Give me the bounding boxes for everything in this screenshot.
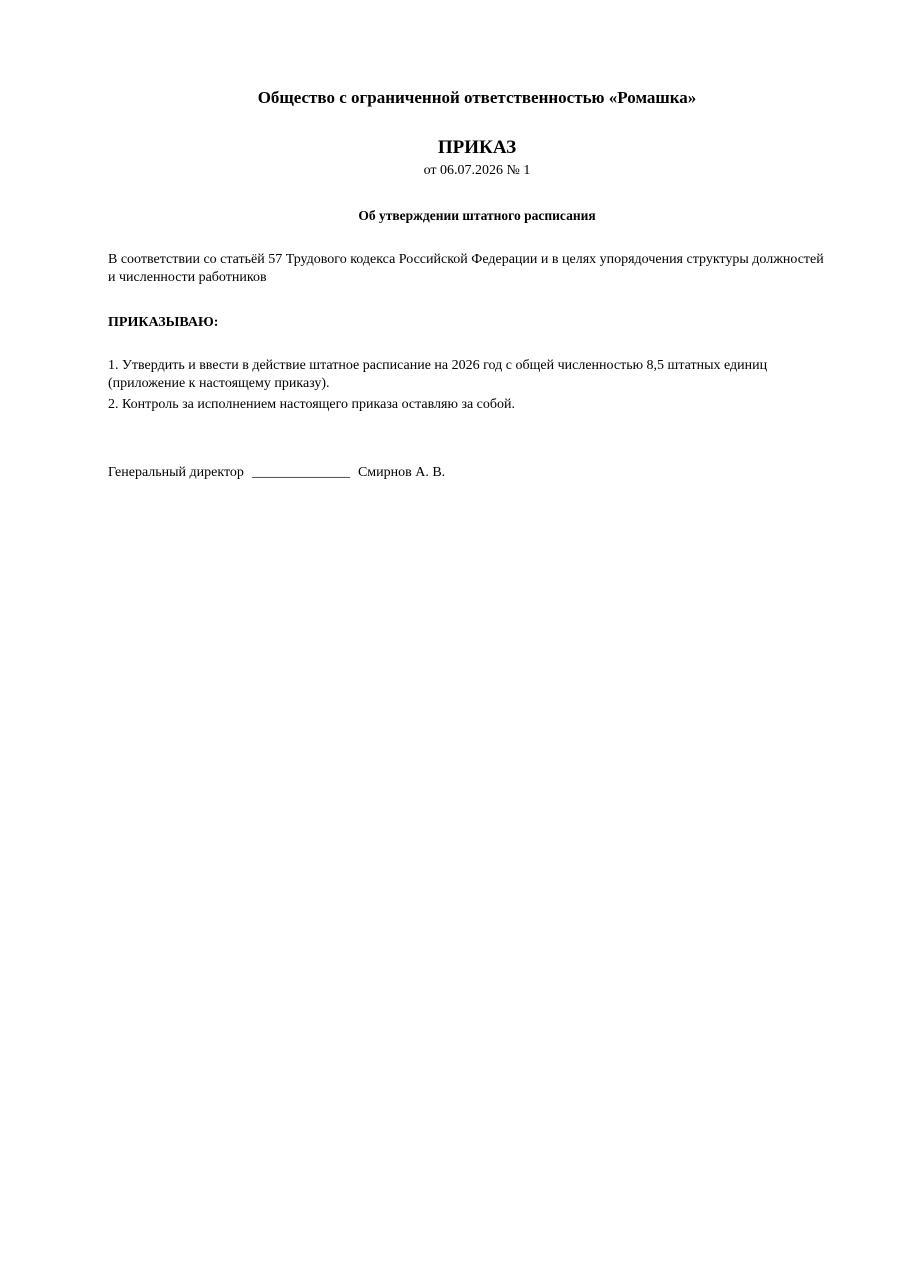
document-title: ПРИКАЗ [437,137,517,158]
signature-name: Смирнов А. В. [357,465,446,480]
order-item-2: 2. Контроль за исполнением настоящего приказа оставляю за собой. [108,397,516,412]
preamble-text: В соответствии со статьёй 57 Трудового кодекса Российской Федерации и в целях упорядочения структуры должностей и численности работников [108,252,824,285]
document-date-number: от 06.07.2026 № 1 [423,163,531,178]
order-item-1: 1. Утвердить и ввести в действие штатное расписание на 2026 год с общей численностью 8,5 штатных единиц (приложение к настоящему приказу). [108,358,768,391]
signature-block [108,464,445,482]
order-items [108,357,836,417]
order-heading: ПРИКАЗЫВАЮ: [108,315,219,330]
document-subject: Об утверждении штатного расписания [358,208,596,223]
organization-name: Общество с ограниченной ответственностью «Ромашка» [257,88,697,107]
signature-position: Генеральный директор [108,465,244,480]
signature-line: ______________ [251,465,350,480]
